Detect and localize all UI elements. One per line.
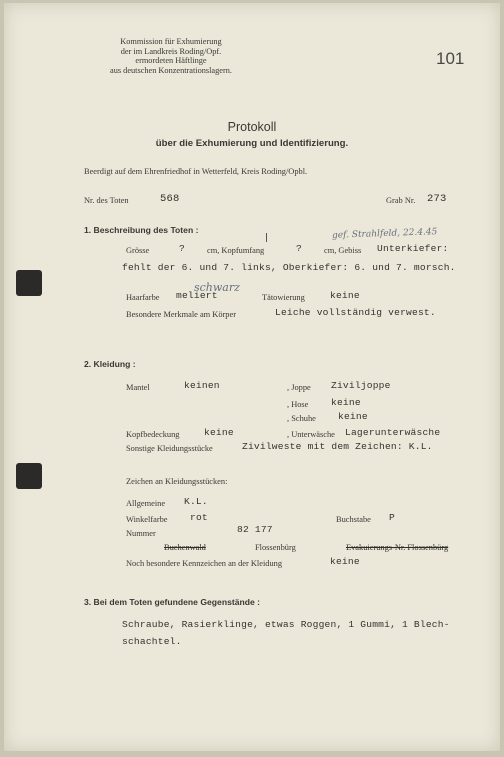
section-2-title: 2. Kleidung : bbox=[84, 359, 136, 369]
noch-kennzeichen-label: Noch besondere Kennzeichen an der Kleidung bbox=[126, 559, 283, 568]
header-line-1: Kommission für Exhumierung bbox=[120, 37, 222, 46]
header-line-2: der im Landkreis Roding/Opf. bbox=[120, 46, 222, 56]
kopfbedeckung-value: keine bbox=[204, 427, 234, 438]
allgemeine-label: Allgemeine bbox=[126, 499, 166, 508]
schuhe-label: , Schuhe bbox=[287, 414, 316, 423]
merkmale-value: Leiche vollständig verwest. bbox=[275, 307, 436, 318]
protokoll-subtitle: über die Exhumierung und Identifizierung. bbox=[155, 138, 349, 149]
kopfbedeckung-label: Kopfbedeckung bbox=[126, 430, 180, 439]
noch-kennzeichen-value: keine bbox=[330, 556, 360, 567]
page-number: 101 bbox=[436, 49, 465, 68]
taetowierung-label: Tätowierung bbox=[262, 293, 305, 302]
merkmale-label: Besondere Merkmale am Körper bbox=[126, 310, 236, 319]
header-line-4: aus deutschen Konzentrationslagern. bbox=[110, 65, 232, 75]
grab-nr-value: 273 bbox=[427, 193, 447, 205]
kopfumfang-label: cm, Kopfumfang bbox=[207, 246, 265, 255]
evakuierungs-nr-struck: Evakuierungs-Nr. Flossenbürg bbox=[346, 543, 449, 552]
section-3-title: 3. Bei dem Toten gefundene Gegenstände : bbox=[84, 597, 261, 607]
hose-value: keine bbox=[331, 397, 361, 408]
allgemeine-value: K.L. bbox=[184, 496, 208, 507]
unterwaesche-value: Lagerunterwäsche bbox=[345, 427, 441, 438]
haarfarbe-label: Haarfarbe bbox=[126, 293, 160, 302]
joppe-value: Ziviljoppe bbox=[331, 380, 391, 391]
joppe-label: , Joppe bbox=[287, 383, 311, 392]
winkelfarbe-value: rot bbox=[190, 512, 208, 523]
hose-label: , Hose bbox=[287, 400, 309, 409]
nr-toten-value: 568 bbox=[160, 193, 180, 205]
mantel-value: keinen bbox=[184, 380, 220, 391]
gegenstaende-line-2: schachtel. bbox=[122, 636, 182, 647]
unterwaesche-label: , Unterwäsche bbox=[287, 430, 335, 439]
haarfarbe-handwritten: schwarz bbox=[194, 281, 240, 294]
commission-header bbox=[96, 37, 246, 75]
sonstige-label: Sonstige Kleidungsstücke bbox=[126, 444, 213, 453]
grab-nr-label: Grab Nr. bbox=[386, 196, 416, 205]
burial-place: Beerdigt auf dem Ehrenfriedhof in Wetterfeld, Kreis Roding/Opbl. bbox=[84, 167, 308, 176]
winkelfarbe-label: Winkelfarbe bbox=[126, 515, 168, 524]
punch-hole-top bbox=[16, 270, 42, 296]
handwritten-found-note: gef. Strahlfeld, 22.4.45 bbox=[331, 227, 438, 241]
taetowierung-value: keine bbox=[330, 290, 360, 301]
buchstabe-label: Buchstabe bbox=[336, 515, 371, 524]
groesse-value: ? bbox=[179, 243, 185, 254]
buchenwald-struck: Buchenwald bbox=[164, 543, 206, 552]
nummer-value: 82 177 bbox=[237, 524, 273, 535]
zeichen-title: Zeichen an Kleidungsstücken: bbox=[126, 477, 228, 486]
kopfumfang-value: ? bbox=[296, 243, 302, 254]
nr-toten-label: Nr. des Toten bbox=[84, 196, 129, 205]
buchstabe-value: P bbox=[389, 512, 395, 523]
gebiss-continuation: fehlt der 6. und 7. links, Oberkiefer: 6. und 7. morsch. bbox=[122, 262, 456, 273]
header-line-3: ermordeten Häftlinge bbox=[135, 56, 207, 66]
haarfarbe-value: meliert bbox=[176, 290, 218, 301]
punch-hole-bottom bbox=[16, 463, 42, 489]
flossenbuerg-label: Flossenbürg bbox=[255, 543, 296, 552]
protokoll-title: Protokoll bbox=[227, 120, 277, 134]
gegenstaende-line-1: Schraube, Rasierklinge, etwas Roggen, 1 Gummi, 1 Blech- bbox=[122, 619, 450, 630]
gebiss-label: cm, Gebiss bbox=[324, 246, 362, 255]
nummer-label: Nummer bbox=[126, 529, 156, 538]
gebiss-value: Unterkiefer: bbox=[377, 243, 449, 254]
groesse-label: Grösse bbox=[126, 246, 150, 255]
section-1-title: 1. Beschreibung des Toten : bbox=[84, 225, 199, 235]
document-page bbox=[4, 3, 500, 751]
mantel-label: Mantel bbox=[126, 383, 150, 392]
tick-mark bbox=[266, 233, 267, 242]
schuhe-value: keine bbox=[338, 411, 368, 422]
sonstige-value: Zivilweste mit dem Zeichen: K.L. bbox=[242, 441, 433, 452]
